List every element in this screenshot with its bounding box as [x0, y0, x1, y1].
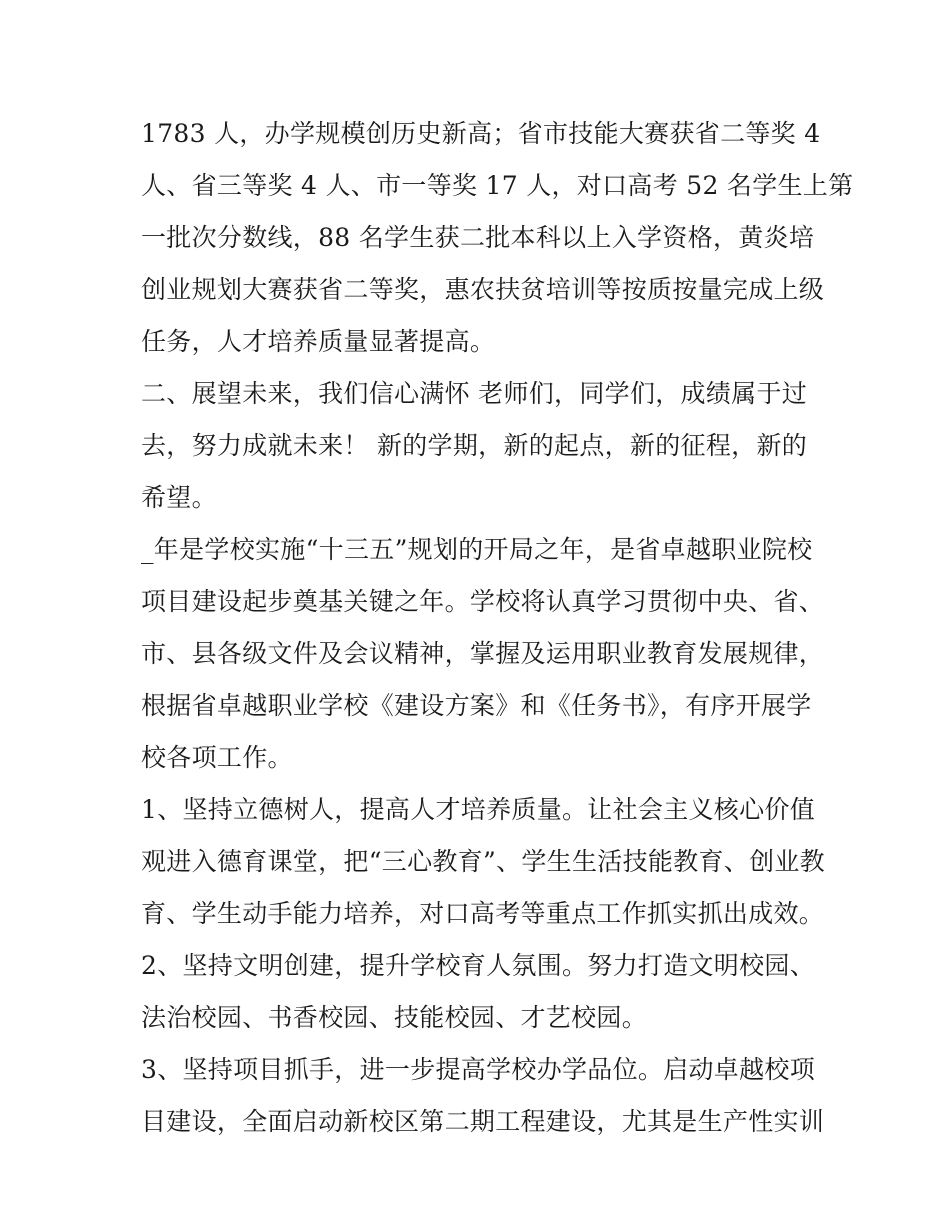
text-line-10: 项目建设起步奠基关键之年。学校将认真学习贯彻中央、省、	[141, 587, 825, 616]
text-line-5: 任务，人才培养质量显著提高。	[141, 327, 496, 356]
text-line-13: 校各项工作。	[141, 743, 293, 772]
text-line-4: 创业规划大赛获省二等奖，惠农扶贫培训等按质按量完成上级	[141, 275, 825, 304]
text-line-16: 育、学生动手能力培养，对口高考等重点工作抓实抓出成效。	[141, 899, 825, 928]
text-line-6: 二、展望未来，我们信心满怀 老师们，同学们，成绩属于过	[141, 379, 808, 408]
text-line-18: 法治校园、书香校园、技能校园、才艺校园。	[141, 1003, 648, 1032]
text-line-15: 观进入德育课堂，把“三心教育”、学生生活技能教育、创业教	[141, 847, 825, 876]
text-line-7: 去，努力成就未来！ 新的学期，新的起点，新的征程，新的	[141, 431, 808, 460]
text-line-9: _年是学校实施“十三五”规划的开局之年，是省卓越职业院校	[141, 535, 813, 564]
text-line-20: 目建设，全面启动新校区第二期工程建设，尤其是生产性实训	[141, 1107, 825, 1136]
text-line-17: 2、坚持文明创建，提升学校育人氛围。努力打造文明校园、	[141, 951, 816, 980]
text-line-3: 一批次分数线，88 名学生获二批本科以上入学资格，黄炎培	[141, 223, 815, 252]
document-body	[141, 108, 854, 1148]
text-line-8: 希望。	[141, 483, 217, 512]
text-line-12: 根据省卓越职业学校《建设方案》和《任务书》，有序开展学	[141, 691, 812, 720]
text-line-14: 1、坚持立德树人，提高人才培养质量。让社会主义核心价值	[141, 795, 816, 824]
text-line-19: 3、坚持项目抓手，进一步提高学校办学品位。启动卓越校项	[141, 1055, 816, 1084]
text-line-1: 1783 人，办学规模创历史新高；省市技能大赛获省二等奖 4	[141, 119, 821, 148]
text-line-11: 市、县各级文件及会议精神，掌握及运用职业教育发展规律，	[141, 639, 825, 668]
text-line-2: 人、省三等奖 4 人、市一等奖 17 人，对口高考 52 名学生上第	[141, 171, 854, 200]
